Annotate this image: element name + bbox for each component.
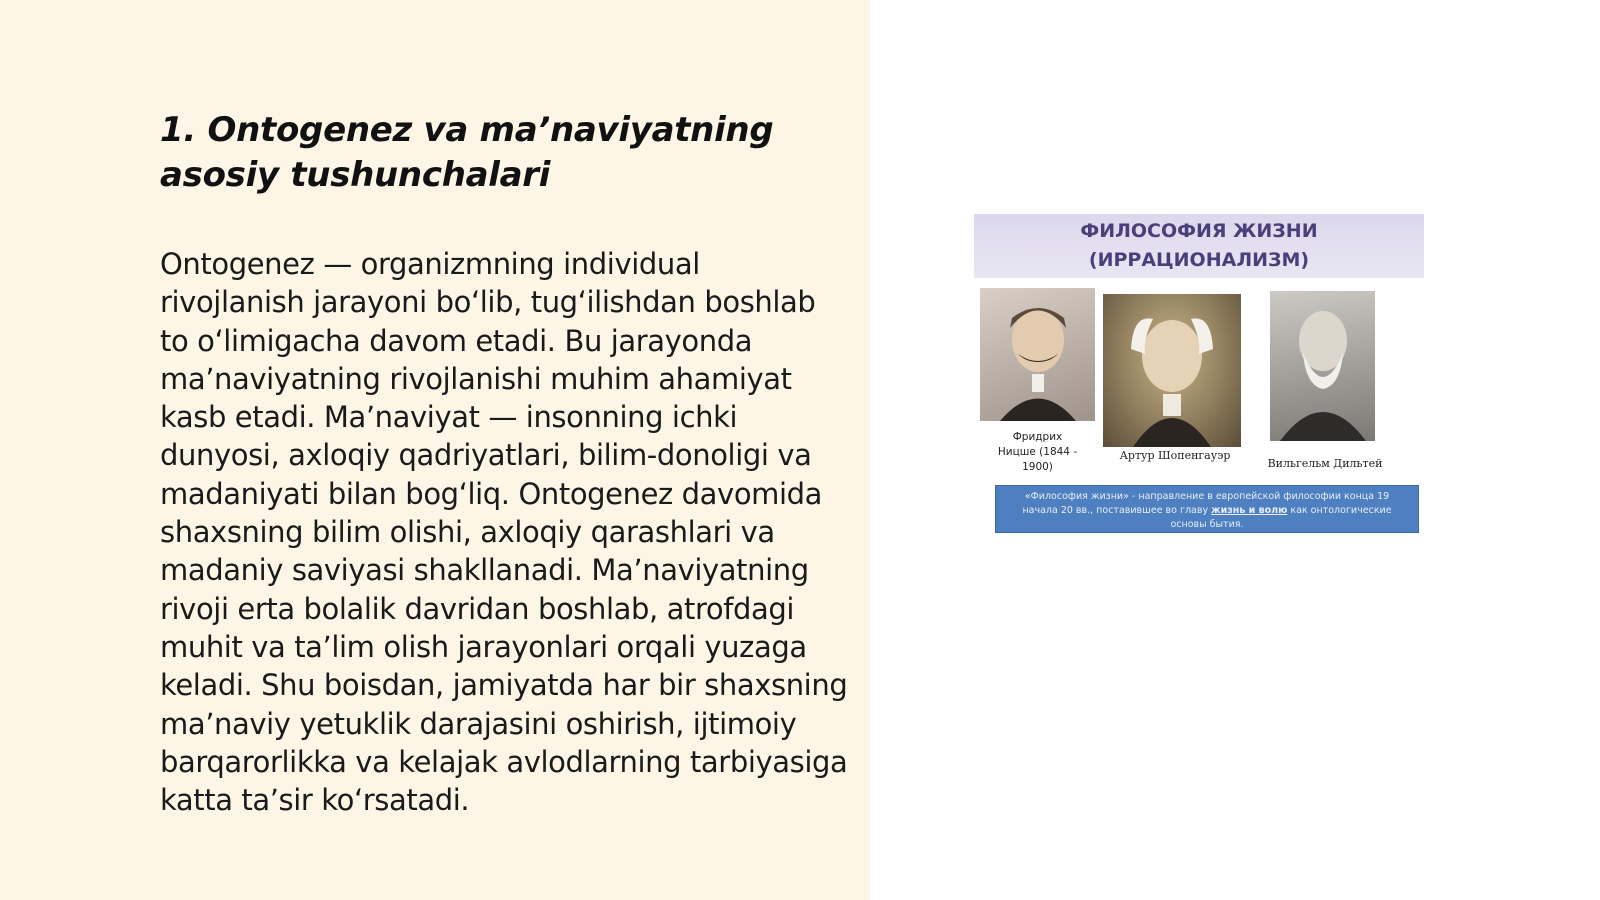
dilthey-portrait <box>1270 291 1375 441</box>
philosophy-inset-image <box>970 212 1425 538</box>
inset-header-line2: (ИРРАЦИОНАЛИЗМ) <box>1088 249 1310 271</box>
definition-text-end: как онтологические основы бытия. <box>1170 505 1392 530</box>
dilthey-caption: Вильгельм Дильтей <box>1267 457 1383 470</box>
inset-header <box>974 214 1424 278</box>
nietzsche-caption <box>980 430 1095 475</box>
schopenhauer-caption: Артур Шопенгауэр <box>1119 449 1231 462</box>
definition-box <box>995 485 1419 533</box>
slide-title: 1. Ontogenez va ma’naviyatning asosiy tushunchalari <box>160 110 774 195</box>
inset-header-line1: ФИЛОСОФИЯ ЖИЗНИ <box>1080 220 1318 242</box>
nietzsche-caption-line2: Ницше (1844 - <box>997 446 1078 458</box>
schopenhauer-portrait <box>1103 294 1241 447</box>
definition-text-start: «Философия жизни» - направление в европейской философии конца 19 начала 20 вв., поставившее во главу <box>1022 491 1390 516</box>
nietzsche-caption-line1: Фридрих <box>1012 431 1063 443</box>
nietzsche-caption-line3: 1900) <box>1022 461 1053 473</box>
definition-text-emphasis: жизнь и волю <box>1211 505 1288 516</box>
slide-body-text: Ontogenez — organizmning individual rivojlanish jarayoni bo‘lib, tug‘ilishdan boshlab to o‘limigacha davom etadi. Bu jarayonda ma’naviyatning rivojlanishi muhim ahamiyat kasb etadi. Ma’naviyat — insonning ichki dunyosi, axloqiy qadriyatlari, bilim-donoligi va madaniyati bilan bog‘liq. Ontogenez davomida shaxsning bilim olishi, axloqiy qarashlari va madaniy saviyasi shakllanadi. Ma’naviyatning rivoji erta bolalik davridan boshlab, atrofdagi muhit va ta’lim olish jarayonlari orqali yuzaga keladi. Shu boisdan, jamiyatda har bir shaxsning ma’naviy yetuklik darajasini oshirish, ijtimoiy barqarorlikka va kelajak avlodlarning tarbiyasiga katta ta’sir ko‘rsatadi. <box>160 247 848 818</box>
nietzsche-portrait <box>980 288 1095 421</box>
